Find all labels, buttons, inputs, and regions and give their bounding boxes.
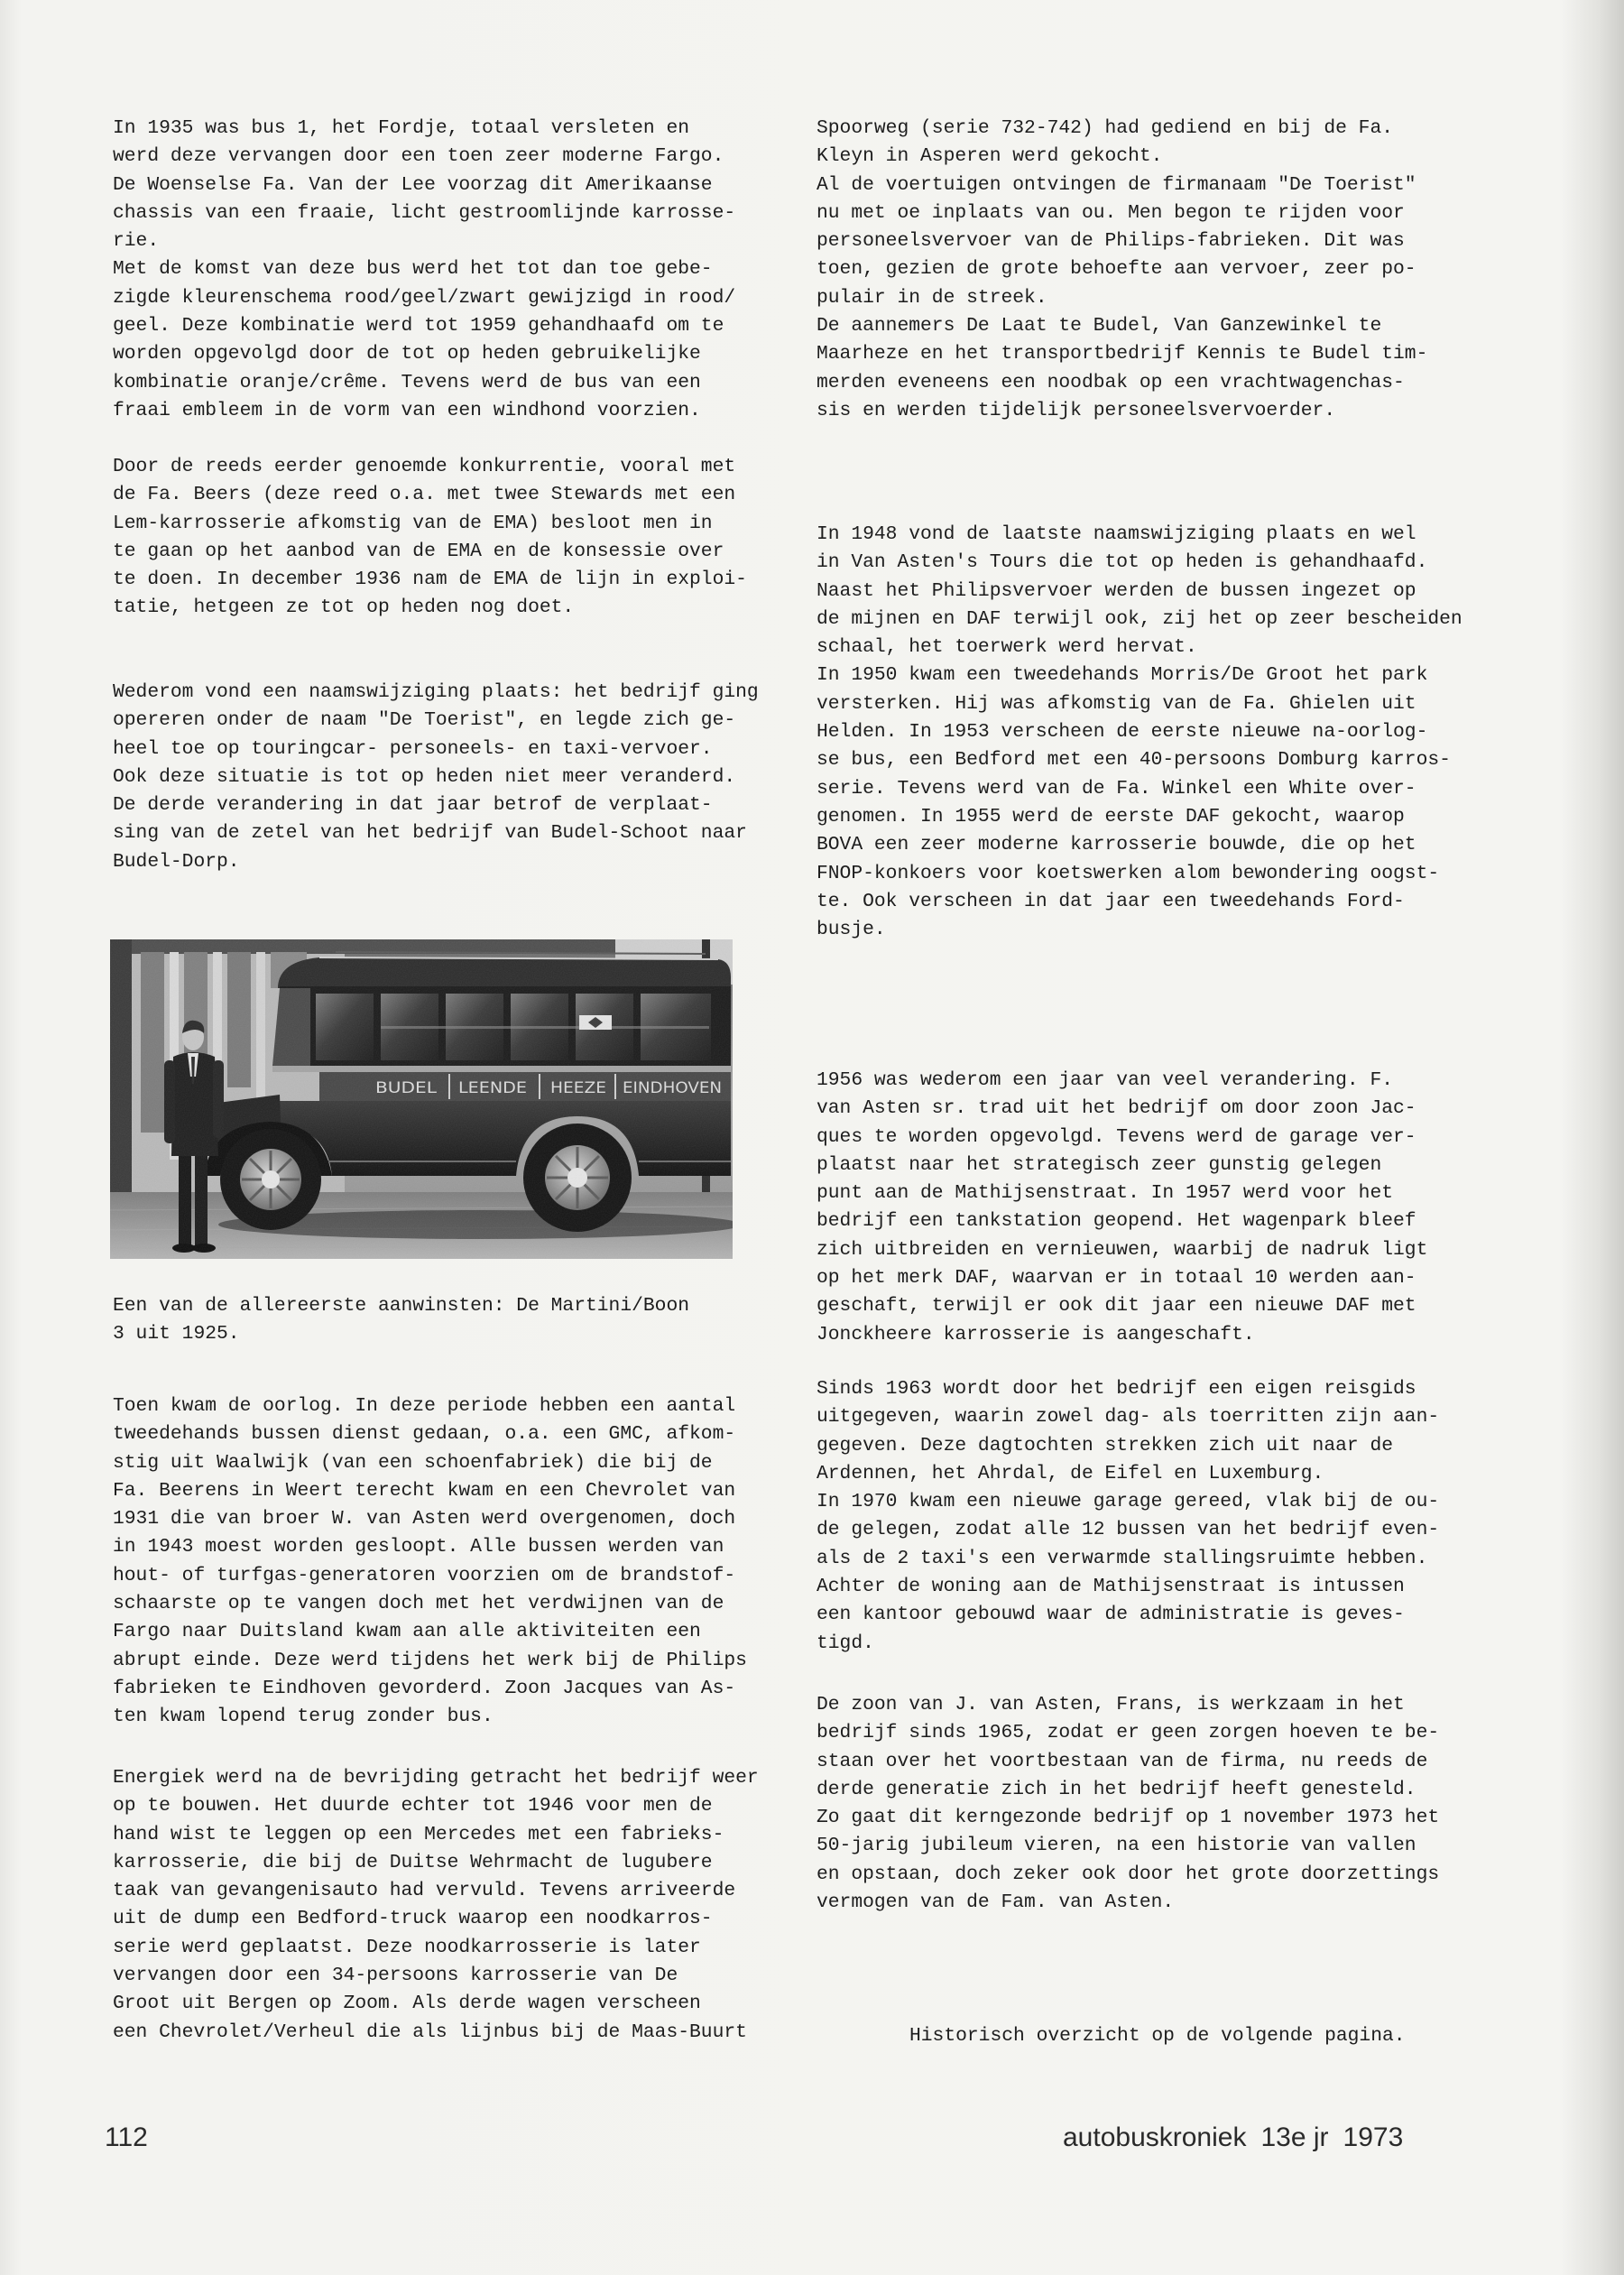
article-paragraph: Toen kwam de oorlog. In deze periode hebben een aantal tweedehands bussen dienst gedaan, o.a. een GMC, afkom- stig uit Waalwijk (van een schoenfabriek) die bij de Fa. Beerens in Weert terecht kwam en een Chevrolet van 1931 die van broer W. van Asten werd overgenomen, doch in 1943 moest worden gesloopt. Alle bussen werden van hout- of turfgas-generatoren voorzien om de brandstof- schaarste op te vangen doch met het verdwijnen van de Fargo naar Duitsland kwam aan alle aktiviteiten een abrupt einde. Deze werd tijdens het werk bij de Philips fabrieken te Eindhoven gevorderd. Zoon Jacques van As- ten kwam lopend terug zonder bus. — [113, 1395, 747, 1728]
publication-name: autobuskroniek — [1063, 2122, 1247, 2152]
article-paragraph: Sinds 1963 wordt door het bedrijf een eigen reisgids uitgegeven, waarin zowel dag- als toerritten zijn aan- gegeven. Deze dagtochten strekken zich uit naar de Ardennen, het Ahrdal, de Eifel en Luxemburg. In 1970 kwam een nieuwe garage gereed, vlak bij de ou- de gelegen, zodat alle 12 bussen van het bedrijf even- als de 2 taxi's een verwarmde stallingsruimte hebben. Achter de woning aan de Mathijsenstraat is intussen een kantoor gebouwd waar de administratie is geves- tigd. — [817, 1378, 1440, 1654]
bus-sign-text: HEEZE — [550, 1079, 606, 1097]
bus-photo — [110, 939, 733, 1259]
bus-sign-text: LEENDE — [458, 1079, 527, 1097]
article-paragraph: Wederom vond een naamswijziging plaats: het bedrijf ging opereren onder de naam "De Toerist", en legde zich ge- heel toe op touringcar- personeels- en taxi-vervoer. Ook deze situatie is tot op heden niet meer veranderd. De derde verandering in dat jaar betrof de verplaat- sing van de zetel van het bedrijf van Budel-Schoot naar Budel-Dorp. — [113, 681, 759, 873]
article-paragraph: In 1948 vond de laatste naamswijziging plaats en wel in Van Asten's Tours die tot op heden is gehandhaafd. Naast het Philipsvervoer werden de bussen ingezet op de mijnen en DAF terwijl ook, zij het op zeer bescheiden schaal, het toerwerk werd hervat. In 1950 kwam een tweedehands Morris/De Groot het park versterken. Hij was afkomstig van de Fa. Ghielen uit Helden. In 1953 verscheen de eerste nieuwe na-oorlog- se bus, een Bedford met een 40-persoons Domburg karros- serie. Tevens werd van de Fa. Winkel een White over- genomen. In 1955 werd de eerste DAF gekocht, waarop BOVA een zeer moderne karrosserie bouwde, die op het FNOP-konkoers voor koetswerken alom bewondering oogst- te. Ook verscheen in dat jaar een tweedehands Ford- busje. — [817, 523, 1463, 941]
bus-sign-text: EINDHOVEN — [623, 1079, 722, 1097]
page-number: 112 — [105, 2122, 148, 2152]
article-paragraph: De zoon van J. van Asten, Frans, is werkzaam in het bedrijf sinds 1965, zodat er geen zorgen hoeven te be- staan over het voortbestaan van de firma, nu reeds de derde generatie zich in het bedrijf heeft genesteld. Zo gaat dit kerngezonde bedrijf op 1 november 1973 het 50-jarig jubileum vieren, na een historie van vallen en opstaan, doch zeker ook door het grote doorzettings vermogen van de Fam. van Asten. — [817, 1694, 1440, 1914]
continuation-note: Historisch overzicht op de volgende pagina. — [909, 2025, 1406, 2047]
article-paragraph: Spoorweg (serie 732-742) had gediend en bij de Fa. Kleyn in Asperen werd gekocht. Al de voertuigen ontvingen de firmanaam "De Toerist" nu met oe inplaats van ou. Men begon te rijden voor personeelsvervoer van de Philips-fabrieken. Dit was toen, gezien de grote behoefte aan vervoer, zeer po- pulair in de streek. De aannemers De Laat te Budel, Van Ganzewinkel te Maarheze en het transportbedrijf Kennis te Budel tim- merden eveneens een noodbak op een vrachtwagenchas- sis en werden tijdelijk personeelsvervoerder. — [817, 117, 1428, 421]
article-paragraph: Door de reeds eerder genoemde konkurrentie, vooral met de Fa. Beers (deze reed o.a. met twee Stewards met een Lem-karrosserie afkomstig van de EMA) besloot men in te gaan op het aanbod van de EMA en de konsessie over te doen. In december 1936 nam de EMA de lijn in exploi- tatie, hetgeen ze tot op heden nog doet. — [113, 456, 747, 619]
running-footer — [1063, 2122, 1403, 2153]
article-paragraph: 1956 was wederom een jaar van veel verandering. F. van Asten sr. trad uit het bedrijf om door zoon Jac- ques te worden opgevolgd. Tevens werd de garage ver- plaatst naar het strategisch zeer gunstig gelegen punt aan de Mathijsenstraat. In 1957 werd voor het bedrijf een tankstation geopend. Het wagenpark bleef zich uitbreiden en vernieuwen, waarbij de nadruk ligt op het merk DAF, waarvan er in totaal 10 werden aan- geschaft, terwijl er ook dit jaar een nieuwe DAF met Jonckheere karrosserie is aangeschaft. — [817, 1069, 1428, 1346]
volume-label: 13e jr — [1260, 2122, 1329, 2152]
article-paragraph: In 1935 was bus 1, het Fordje, totaal versleten en werd deze vervangen door een toen zeer moderne Fargo. De Woenselse Fa. Van der Lee voorzag dit Amerikaanse chassis van een fraaie, licht gestroomlijnde karrosse- rie. Met de komst van deze bus werd het tot dan toe gebe- zigde kleurenschema rood/geel/zwart gewijzigd in rood/ geel. Deze kombinatie werd tot 1959 gehandhaafd om te worden opgevolgd door de tot op heden gebruikelijke kombinatie oranje/crême. Tevens werd de bus van een fraai embleem in de vorm van een windhond voorzien. — [113, 117, 736, 421]
bus-sign-text: BUDEL — [375, 1079, 438, 1097]
year-label: 1973 — [1343, 2122, 1404, 2152]
article-paragraph: Energiek werd na de bevrijding getracht het bedrijf weer op te bouwen. Het duurde echter tot 1946 voor men de hand wist te leggen op een Mercedes met een fabrieks- karrosserie, die bij de Duitse Wehrmacht de lugubere taak van gevangenisauto had vervuld. Tevens arriveerde uit de dump een Bedford-truck waarop een noodkarros- serie werd geplaatst. Deze noodkarrosserie is later vervangen door een 34-persoons karrosserie van De Groot uit Bergen op Zoom. Als derde wagen verscheen een Chevrolet/Verheul die als lijnbus bij de Maas-Buurt — [113, 1767, 759, 2043]
photo-caption: Een van de allereerste aanwinsten: De Martini/Boon 3 uit 1925. — [113, 1295, 690, 1346]
